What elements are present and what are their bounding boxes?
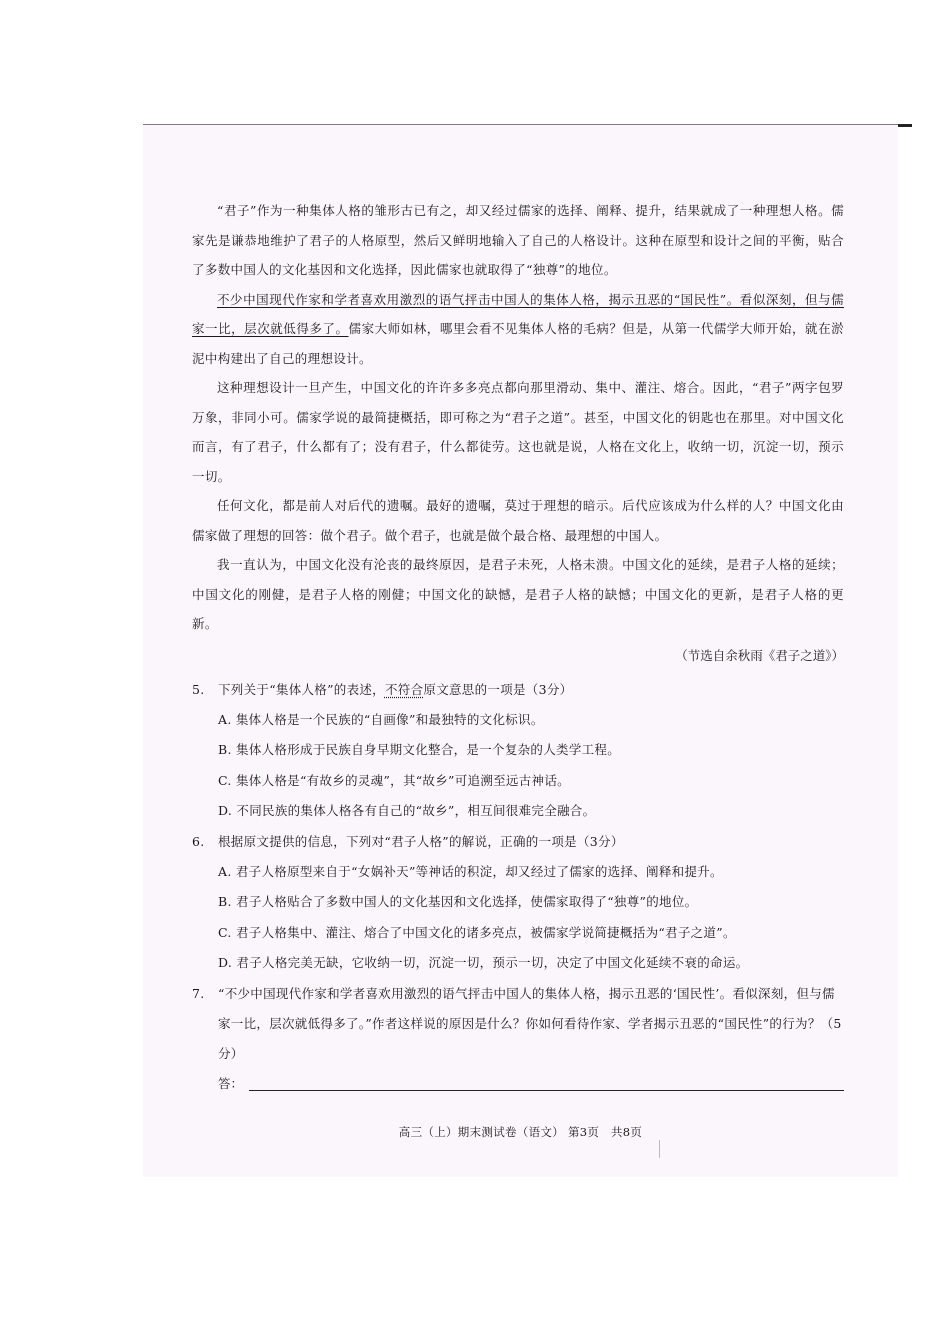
- question-6-option-b: B. 君子人格贴合了多数中国人的文化基因和文化选择，使儒家取得了“独尊”的地位。: [218, 894, 698, 909]
- question-5-option-d: D. 不同民族的集体人格各有自己的“故乡”，相互间很难完全融合。: [218, 803, 596, 818]
- answer-blank[interactable]: [249, 1090, 844, 1091]
- scan-artifact: [659, 1140, 660, 1158]
- page-footer: 高三（上）期末测试卷（语文） 第3页 共8页: [398, 1125, 643, 1139]
- question-5-stem-after: 原文意思的一项是（3分）: [423, 681, 573, 697]
- answer-label: 答：: [218, 1075, 244, 1091]
- question-6-stem: 根据原文提供的信息，下列对“君子人格”的解说，正确的一项是（3分）: [218, 833, 624, 849]
- question-7-stem: “不少中国现代作家和学者喜欢用激烈的语气抨击中国人的集体人格，揭示丑恶的‘国民性’。看似深刻，但与儒家一比，层次就低得多了。”作者这样说的原因是什么？你如何看待作家、学者揭示丑恶的“国民性”的行为？（5分）: [218, 985, 842, 1061]
- passage-paragraph-1: “君子”作为一种集体人格的雏形古已有之，却又经过儒家的选择、阐释、提升，结果就成了一种理想人格。儒家先是谦恭地维护了君子的人格原型，然后又鲜明地输入了自己的人格设计。这种在原型和设计之间的平衡，贴合了多数中国人的文化基因和文化选择，因此儒家也就取得了“独尊”的地位。: [192, 203, 844, 277]
- underlined-quote: 不少中国现代作家和学者喜欢用激烈的语气抨击中国人的集体人格，揭示丑恶的“国民性”。看似深刻，但与儒家一比，层次就低得多了。: [192, 291, 844, 336]
- scan-edge-mark: [898, 124, 912, 127]
- passage-source: （节选自余秋雨《君子之道》）: [675, 647, 844, 663]
- passage-paragraph-2-rest: 儒家大师如林，哪里会看不见集体人格的毛病？但是，从第一代儒学大师开始，就在淤泥中构建出了自己的理想设计。: [192, 321, 844, 366]
- question-6-number: 6.: [192, 833, 205, 849]
- passage-paragraph-2: [192, 285, 844, 374]
- question-6-option-a: A. 君子人格原型来自于“女娲补天”等神话的积淀，却又经过了儒家的选择、阐释和提升。: [218, 863, 723, 879]
- question-5-option-c: C. 集体人格是“有故乡的灵魂”，其“故乡”可追溯至远古神话。: [218, 772, 570, 788]
- passage-paragraph-5: 我一直认为，中国文化没有沦丧的最终原因，是君子未死，人格未溃。中国文化的延续，是君子人格的延续；中国文化的刚健，是君子人格的刚健；中国文化的缺憾，是君子人格的缺憾；中国文化的更新，是君子人格的更新。: [192, 557, 844, 631]
- answer-line[interactable]: [192, 1069, 844, 1099]
- question-6: [192, 827, 844, 857]
- page-top-border: [143, 124, 898, 125]
- exam-content: [192, 196, 844, 1099]
- question-7: [192, 979, 844, 1069]
- passage-paragraph-3: 这种理想设计一旦产生，中国文化的许许多多亮点都向那里滑动、集中、灌注、熔合。因此，“君子”两字包罗万象，非同小可。儒家学说的最简捷概括，即可称之为“君子之道”。甚至，中国文化的钥匙也在那里。对中国文化而言，有了君子，什么都有了；没有君子，什么都徒劳。这也就是说，人格在文化上，收纳一切，沉淀一切，预示一切。: [192, 380, 844, 484]
- question-5-emphasis: 不符合: [384, 681, 424, 697]
- question-5: [192, 675, 844, 705]
- question-6-option-c: C. 君子人格集中、灌注、熔合了中国文化的诸多亮点，被儒家学说简捷概括为“君子之道”。: [218, 924, 736, 940]
- question-5-number: 5.: [192, 681, 205, 697]
- question-5-option-b: B. 集体人格形成于民族自身早期文化整合，是一个复杂的人类学工程。: [218, 742, 621, 757]
- question-6-option-d: D. 君子人格完美无缺，它收纳一切，沉淀一切，预示一切，决定了中国文化延续不衰的命运。: [218, 955, 749, 970]
- question-5-stem-before: 下列关于“集体人格”的表述，: [218, 681, 385, 697]
- question-5-option-a: A. 集体人格是一个民族的“自画像”和最独特的文化标识。: [218, 711, 544, 727]
- question-7-number: 7.: [192, 985, 205, 1001]
- passage-paragraph-4: 任何文化，都是前人对后代的遗嘱。最好的遗嘱，莫过于理想的暗示。后代应该成为什么样的人？中国文化由儒家做了理想的回答：做个君子。做个君子，也就是做个最合格、最理想的中国人。: [192, 498, 844, 543]
